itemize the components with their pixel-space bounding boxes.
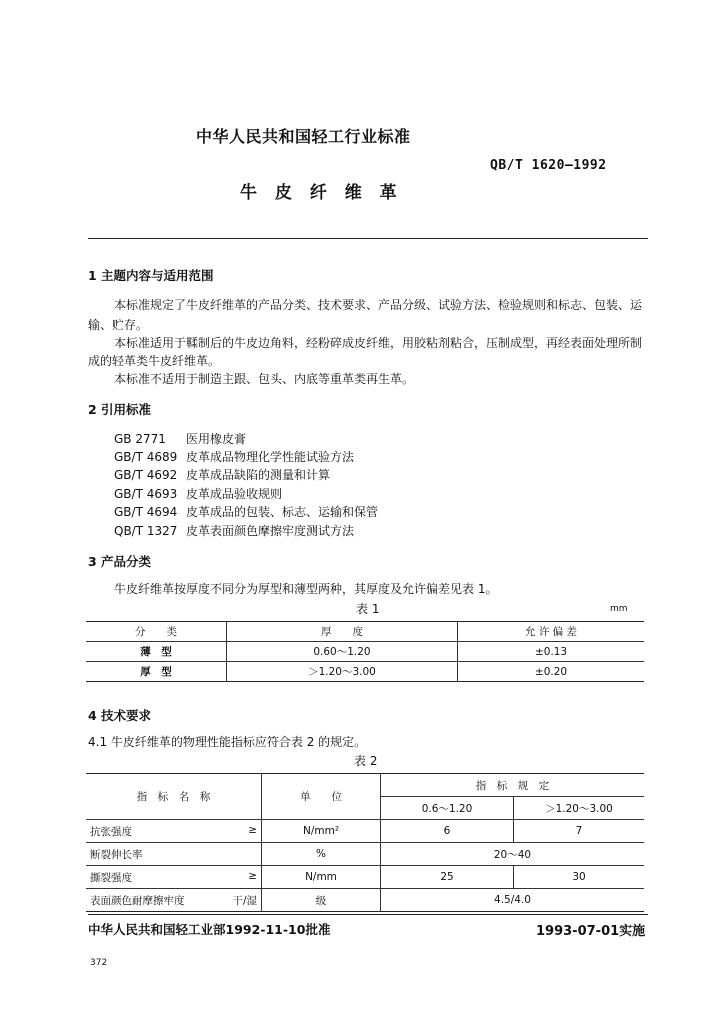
table-header-cell: 分 类 (86, 622, 227, 642)
reference-name: 皮革表面颜色摩擦牢度测试方法 (186, 524, 355, 538)
table-header-cell: 指 标 名 称 (86, 774, 262, 820)
table-header-cell: ＞1.20～3.00 (514, 797, 645, 820)
row-qualifier: ≥ (248, 869, 257, 882)
table-2 (86, 773, 644, 912)
table-1-unit: mm (610, 604, 628, 614)
section-1-paragraph-2-cont: 成的轻革类牛皮纤维革。 (88, 354, 221, 368)
table-cell: 薄 型 (86, 642, 227, 662)
table-cell: 厚 型 (86, 662, 227, 682)
reference-code: GB/T 4694 (114, 505, 178, 519)
table-row (86, 622, 644, 642)
table-cell: 4.5/4.0 (381, 889, 645, 912)
reference-item (114, 466, 330, 483)
reference-code: QB/T 1327 (114, 524, 178, 538)
reference-name: 皮革成品缺陷的测量和计算 (186, 468, 331, 482)
approval-statement: 中华人民共和国轻工业部1992-11-10批准 (88, 922, 331, 937)
table-row (86, 774, 644, 797)
header-divider (88, 238, 648, 239)
section-1-paragraph-3: 本标准不适用于制造主跟、包头、内底等重革类再生革。 (114, 372, 415, 386)
reference-name: 皮革成品物理化学性能试验方法 (186, 450, 355, 464)
section-2-heading: 2 引用标准 (88, 402, 152, 417)
section-3-heading: 3 产品分类 (88, 554, 152, 569)
table-header-cell: 允 许 偏 差 (458, 622, 645, 642)
reference-name: 皮革成品验收规则 (186, 487, 283, 501)
page-number: 372 (90, 958, 108, 968)
section-1-paragraph-2: 本标准适用于鞣制后的牛皮边角料，经粉碎成皮纤维，用胶粘剂粘合，压制成型，再经表面处理所制 (114, 336, 643, 350)
reference-item (114, 485, 282, 502)
standard-code: QB/T 1620—1992 (490, 158, 607, 173)
row-qualifier: ≥ (248, 823, 257, 836)
issuing-organization: 中华人民共和国轻工行业标准 (196, 127, 411, 146)
table-1-caption: 表 1 (356, 602, 380, 616)
table-cell: 6 (381, 820, 514, 843)
implementation-date: 1993-07-01实施 (536, 924, 646, 939)
row-label: 表面颜色耐摩擦牢度 (90, 894, 185, 907)
section-1-heading: 1 主题内容与适用范围 (88, 268, 214, 283)
table-header-cell: 厚 度 (227, 622, 458, 642)
reference-item (114, 448, 354, 465)
table-cell: 级 (262, 889, 381, 912)
table-cell (86, 820, 262, 843)
section-3-paragraph: 牛皮纤维革按厚度不同分为厚型和薄型两种，其厚度及允许偏差见表 1。 (114, 582, 498, 596)
table-cell (86, 889, 262, 912)
table-cell: ±0.20 (458, 662, 645, 682)
table-header-cell: 指 标 规 定 (381, 774, 645, 797)
table-row (86, 843, 644, 866)
table-cell: 0.60～1.20 (227, 642, 458, 662)
table-cell: ±0.13 (458, 642, 645, 662)
reference-code: GB/T 4693 (114, 487, 178, 501)
table-row (86, 889, 644, 912)
section-4-heading: 4 技术要求 (88, 708, 152, 723)
table-cell: 25 (381, 866, 514, 889)
reference-code: GB/T 4692 (114, 468, 178, 482)
section-1-paragraph-1-cont: 输、贮存。 (88, 318, 149, 332)
reference-item (114, 430, 246, 447)
table-2-caption: 表 2 (354, 754, 378, 768)
reference-code: GB 2771 (114, 432, 166, 446)
table-cell: N/mm (262, 866, 381, 889)
row-label: 撕裂强度 (90, 871, 132, 884)
table-row (86, 866, 644, 889)
reference-code: GB/T 4689 (114, 450, 178, 464)
reference-name: 医用橡皮膏 (186, 432, 247, 446)
table-header-cell: 0.6～1.20 (381, 797, 514, 820)
row-label: 抗张强度 (90, 825, 132, 838)
table-cell: 7 (514, 820, 645, 843)
table-cell: ＞1.20～3.00 (227, 662, 458, 682)
document-title: 牛 皮 纤 维 革 (240, 183, 403, 203)
table-cell: 20～40 (381, 843, 645, 866)
table-cell: N/mm² (262, 820, 381, 843)
section-4-paragraph: 4.1 牛皮纤维革的物理性能指标应符合表 2 的规定。 (88, 735, 367, 749)
table-header-cell: 单 位 (262, 774, 381, 820)
table-1 (86, 621, 644, 682)
reference-item (114, 522, 354, 539)
footer-divider (88, 914, 648, 915)
section-1-paragraph-1: 本标准规定了牛皮纤维革的产品分类、技术要求、产品分级、试验方法、检验规则和标志、包装、运 (114, 298, 643, 312)
table-cell (86, 843, 262, 866)
table-row (86, 642, 644, 662)
reference-item (114, 503, 378, 520)
table-cell: % (262, 843, 381, 866)
table-row (86, 662, 644, 682)
table-cell: 30 (514, 866, 645, 889)
row-qualifier: 干/湿 (232, 894, 257, 907)
reference-name: 皮革成品的包装、标志、运输和保管 (186, 505, 379, 519)
table-cell (86, 866, 262, 889)
row-label: 断裂伸长率 (90, 848, 143, 861)
table-row (86, 820, 644, 843)
